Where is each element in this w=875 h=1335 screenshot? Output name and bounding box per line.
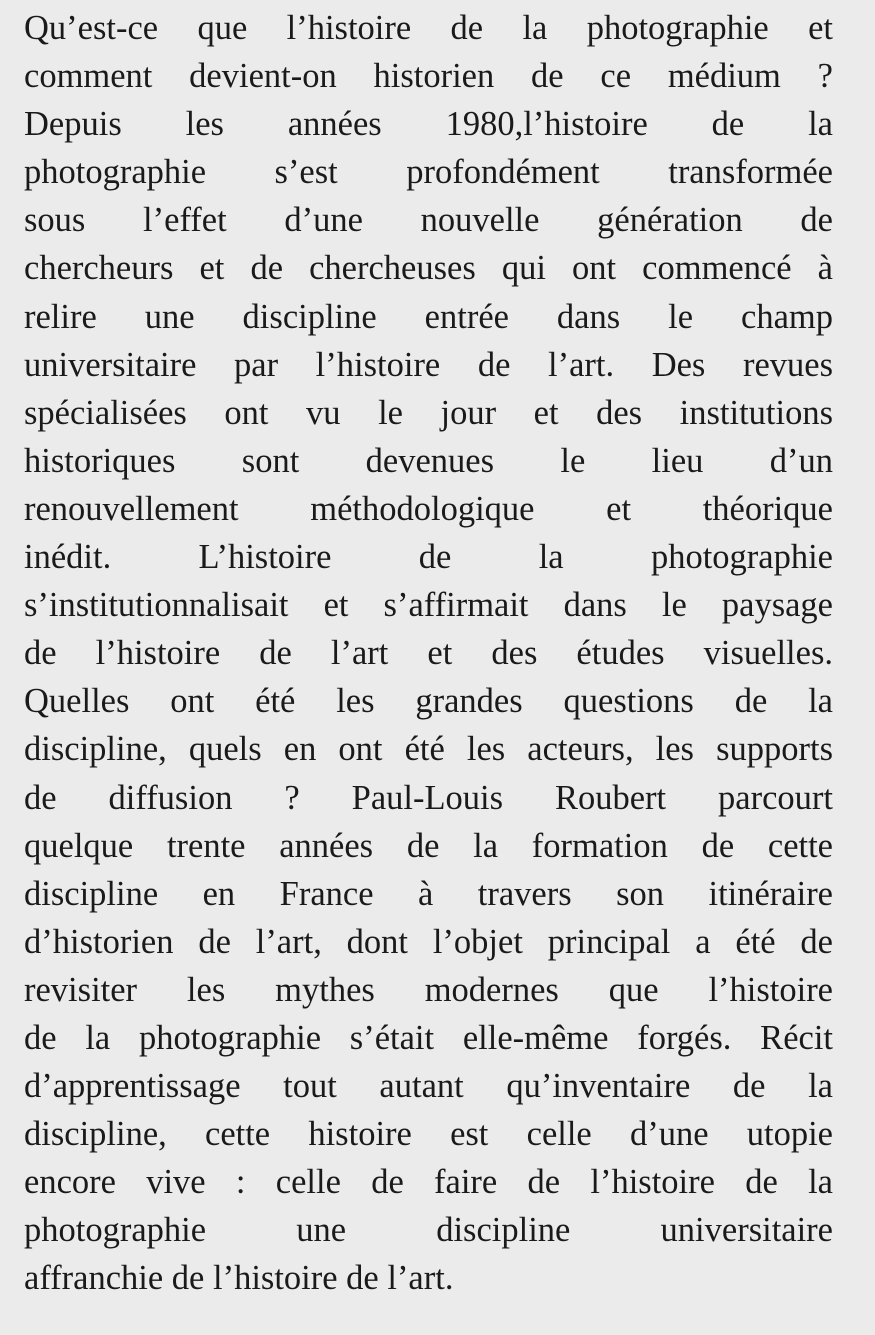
paragraph-line: s’institutionnalisait et s’affirmait dans le paysage bbox=[24, 586, 833, 625]
paragraph-line: discipline, quels en ont été les acteurs, les supports bbox=[24, 730, 833, 769]
paragraph-line: discipline en France à travers son itinéraire bbox=[24, 874, 833, 913]
paragraph-line: sous l’effet d’une nouvelle génération de bbox=[24, 201, 833, 240]
paragraph-line: relire une discipline entrée dans le champ bbox=[24, 297, 833, 336]
paragraph-line: Qu’est-ce que l’histoire de la photographie et bbox=[24, 9, 833, 47]
paragraph-line: affranchie de l’histoire de l’art. bbox=[24, 1259, 454, 1298]
paragraph-line: spécialisées ont vu le jour et des institutions bbox=[24, 393, 833, 432]
paragraph-line: de diffusion ? Paul-Louis Roubert parcourt bbox=[24, 778, 833, 817]
paragraph-line: photographie s’est profondément transformée bbox=[24, 153, 833, 192]
paragraph-line: de la photographie s’était elle-même forgés. Récit bbox=[24, 1018, 833, 1057]
paragraph-line: discipline, cette histoire est celle d’une utopie bbox=[24, 1115, 833, 1154]
paragraph-line: quelque trente années de la formation de cette bbox=[24, 826, 833, 865]
paragraph-line: encore vive : celle de faire de l’histoire de la bbox=[24, 1163, 833, 1202]
paragraph-line: d’historien de l’art, dont l’objet principal a été de bbox=[24, 922, 833, 961]
paragraph-line: inédit. L’histoire de la photographie bbox=[24, 538, 833, 577]
paragraph-line: de l’histoire de l’art et des études visuelles. bbox=[24, 634, 833, 673]
paragraph-line: Quelles ont été les grandes questions de la bbox=[24, 682, 833, 721]
paragraph-line: renouvellement méthodologique et théorique bbox=[24, 489, 833, 528]
paragraph-line: Depuis les années 1980,l’histoire de la bbox=[24, 105, 833, 144]
paragraph-line: revisiter les mythes modernes que l’histoire bbox=[24, 970, 833, 1009]
paragraph-line: photographie une discipline universitaire bbox=[24, 1211, 833, 1250]
paragraph-line: universitaire par l’histoire de l’art. Des revues bbox=[24, 345, 833, 384]
summary-paragraph bbox=[24, 4, 833, 1303]
paragraph-line: chercheurs et de chercheuses qui ont commencé à bbox=[24, 249, 833, 288]
paragraph-line: d’apprentissage tout autant qu’inventaire de la bbox=[24, 1067, 833, 1106]
paragraph-line: comment devient-on historien de ce médium ? bbox=[24, 57, 833, 96]
paragraph-line: historiques sont devenues le lieu d’un bbox=[24, 441, 833, 480]
